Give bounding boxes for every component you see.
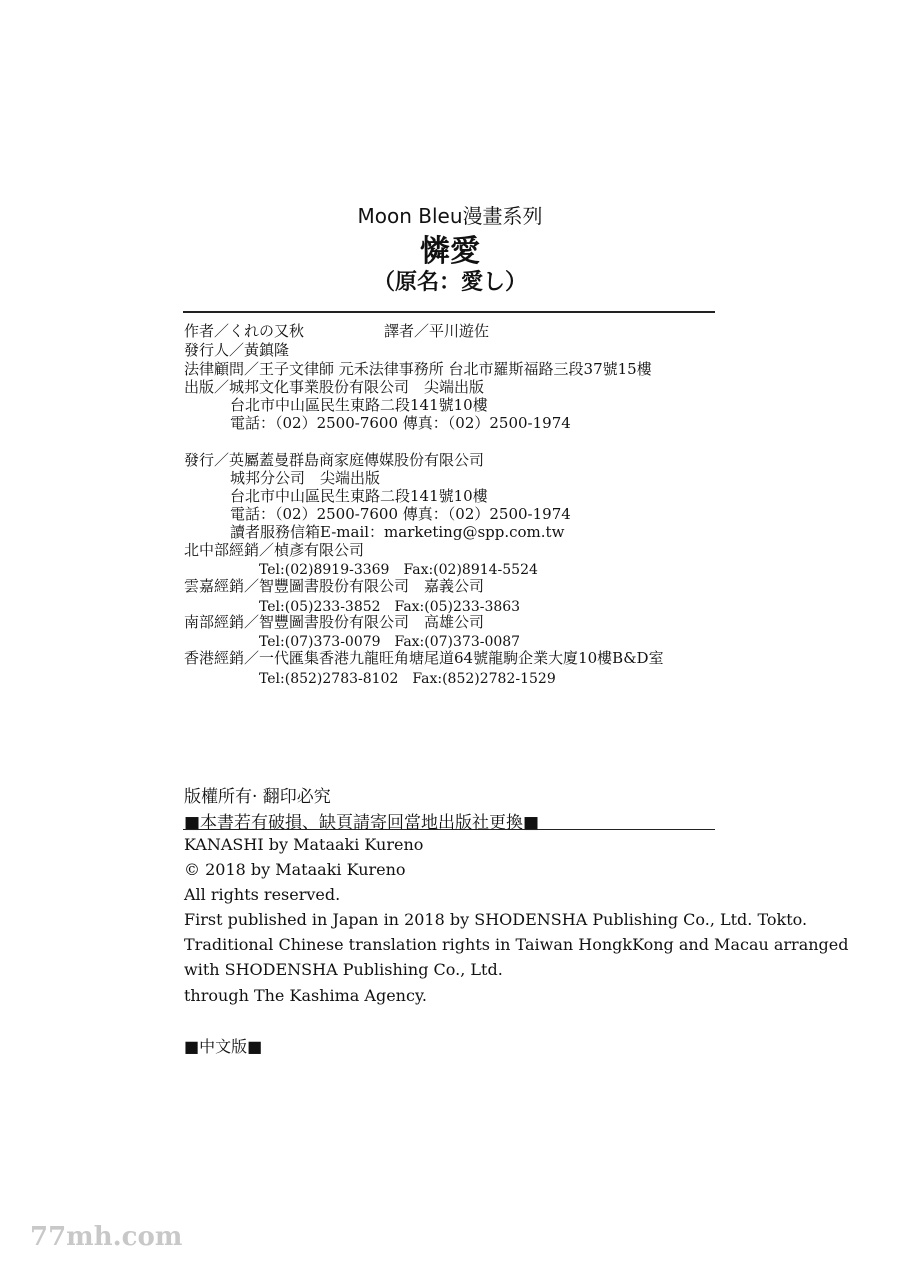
header-divider — [183, 311, 715, 313]
copyright-notice: 版權所有· 翻印必究 — [184, 787, 331, 807]
hongkong-distributor-tel: Tel:(852)2783-8102 Fax:(852)2782-1529 — [259, 671, 556, 687]
reader-service-email: 讀者服務信箱E-mail：marketing@spp.com.tw — [230, 523, 565, 541]
yunjia-distributor: 雲嘉經銷／智豐圖書股份有限公司 嘉義公司 — [184, 577, 485, 595]
replacement-notice: ■本書若有破損、缺頁請寄回當地出版社更換■ — [184, 813, 540, 833]
publisher-person: 發行人／黃鎮隆 — [184, 341, 290, 359]
distribution-address: 台北市中山區民生東路二段141號10樓 — [230, 487, 488, 505]
yunjia-distributor-tel: Tel:(05)233-3852 Fax:(05)233-3863 — [259, 599, 521, 615]
publishing-phone: 電話：（02）2500-7600 傳真：（02）2500-1974 — [230, 414, 571, 432]
north-distributor-tel: Tel:(02)8919-3369 Fax:(02)8914-5524 — [259, 562, 538, 578]
hongkong-distributor: 香港經銷／一代匯集香港九龍旺角塘尾道64號龍駒企業大廈10樓B&D室 — [184, 649, 664, 667]
site-watermark: 77mh.com — [30, 1222, 183, 1252]
book-title: 憐愛 — [420, 234, 480, 269]
author-credit: 作者／くれの又秋 — [184, 322, 305, 340]
rights-divider — [183, 829, 715, 830]
distribution-phone: 電話：（02）2500-7600 傳真：（02）2500-1974 — [230, 505, 571, 523]
english-first-published: First published in Japan in 2018 by SHODENSHA Publishing Co., Ltd. Tokto. — [184, 910, 808, 929]
original-title: （原名：愛し） — [372, 270, 527, 295]
series-name: Moon Bleu漫畫系列 — [357, 204, 543, 228]
north-distributor: 北中部經銷／楨彥有限公司 — [184, 541, 365, 559]
chinese-edition-label: ■中文版■ — [184, 1037, 263, 1056]
english-through-agency: through The Kashima Agency. — [184, 986, 427, 1005]
english-translation-rights: Traditional Chinese translation rights in Taiwan HongkKong and Macau arranged — [184, 935, 849, 954]
publishing-address: 台北市中山區民生東路二段141號10樓 — [230, 396, 488, 414]
distribution-branch: 城邦分公司 尖端出版 — [230, 469, 381, 487]
english-copyright-line: © 2018 by Mataaki Kureno — [184, 860, 406, 879]
south-distributor: 南部經銷／智豐圖書股份有限公司 高雄公司 — [184, 613, 485, 631]
english-with-publisher: with SHODENSHA Publishing Co., Ltd. — [184, 960, 503, 979]
publishing-company: 出版／城邦文化事業股份有限公司 尖端出版 — [184, 378, 485, 396]
translator-credit: 譯者／平川遊佐 — [384, 322, 490, 340]
english-title-line: KANASHI by Mataaki Kureno — [184, 835, 424, 854]
english-rights-reserved: All rights reserved. — [184, 885, 341, 904]
legal-advisor: 法律顧問／王子文律師 元禾法律事務所 台北市羅斯福路三段37號15樓 — [184, 360, 652, 378]
south-distributor-tel: Tel:(07)373-0079 Fax:(07)373-0087 — [259, 634, 521, 650]
distribution-company: 發行／英屬蓋曼群島商家庭傳媒股份有限公司 — [184, 451, 485, 469]
